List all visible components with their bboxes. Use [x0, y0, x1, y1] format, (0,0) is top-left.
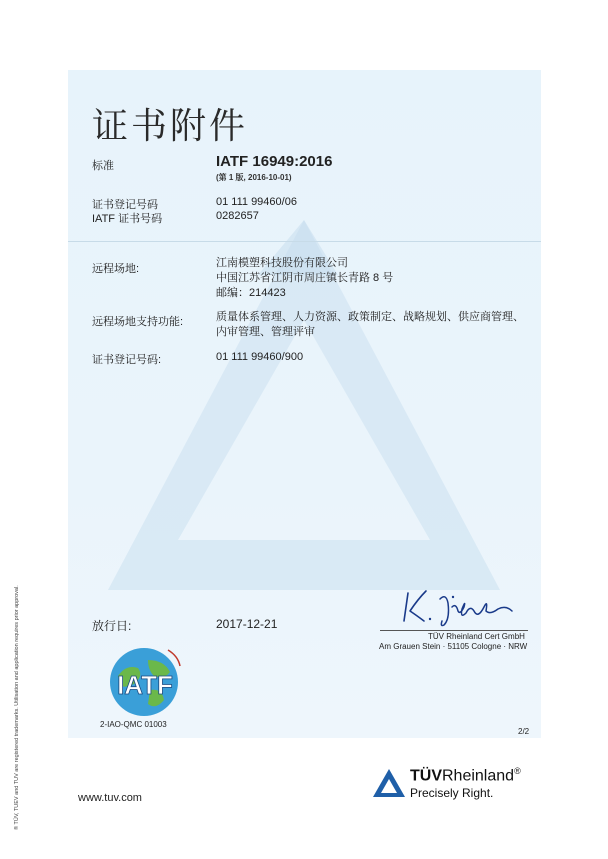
remote-reg-label: 证书登记号码: [92, 354, 162, 366]
remote-functions-line: 质量体系管理、人力资源、政策制定、战略规划、供应商管理、 [216, 311, 524, 323]
remote-functions-line: 内审管理、管理评审 [216, 326, 315, 338]
issuer-address: Am Grauen Stein · 51105 Cologne · NRW [379, 642, 528, 651]
standard-value: IATF 16949:2016 [216, 153, 333, 170]
remote-functions-label: 远程场地支持功能: [92, 316, 184, 328]
brand-bold: TÜV [410, 767, 442, 785]
brand-registered-mark: ® [514, 766, 521, 776]
issuer-name: TÜV Rheinland Cert GmbH [428, 632, 525, 641]
section-divider [68, 241, 541, 242]
iatf-no-label: IATF 证书号码 [92, 213, 163, 225]
remote-reg-value: 01 111 99460/900 [216, 351, 304, 363]
page-number: 2/2 [518, 727, 530, 736]
standard-label: 标准 [92, 160, 114, 172]
trademark-side-note: ® TÜV, TUEV and TUV are registered trademarks. Utilisation and application requires prior approval. [14, 585, 20, 830]
remote-site-line: 江南模塑科技股份有限公司 [216, 257, 348, 269]
svg-text:IATF: IATF [117, 670, 173, 700]
reg-no-label: 证书登记号码 [92, 199, 158, 211]
iatf-no-value: 0282657 [216, 210, 259, 222]
issue-date: 2017-12-21 [216, 617, 278, 631]
standard-edition: (第 1 版, 2016-10-01) [216, 173, 292, 182]
signature-line [380, 630, 528, 631]
remote-site-line: 中国江苏省江阴市周庄镇长青路 8 号 [216, 272, 394, 284]
remote-site-label: 远程场地: [92, 263, 140, 275]
signature [400, 585, 520, 630]
tuv-triangle-icon [372, 768, 406, 798]
brand-tagline: Precisely Right. [410, 786, 494, 800]
iatf-logo-code: 2-IAO-QMC 01003 [100, 720, 167, 729]
page-title: 证书附件 [92, 106, 249, 147]
reg-no-value: 01 111 99460/06 [216, 196, 297, 208]
issue-label: 放行日: [92, 619, 132, 633]
remote-site-line: 邮编：214423 [216, 287, 286, 299]
website-link[interactable]: www.tuv.com [78, 792, 142, 804]
tuv-brand-name [410, 766, 521, 785]
brand-rest: Rheinland [442, 767, 515, 785]
iatf-globe-logo [104, 642, 186, 720]
